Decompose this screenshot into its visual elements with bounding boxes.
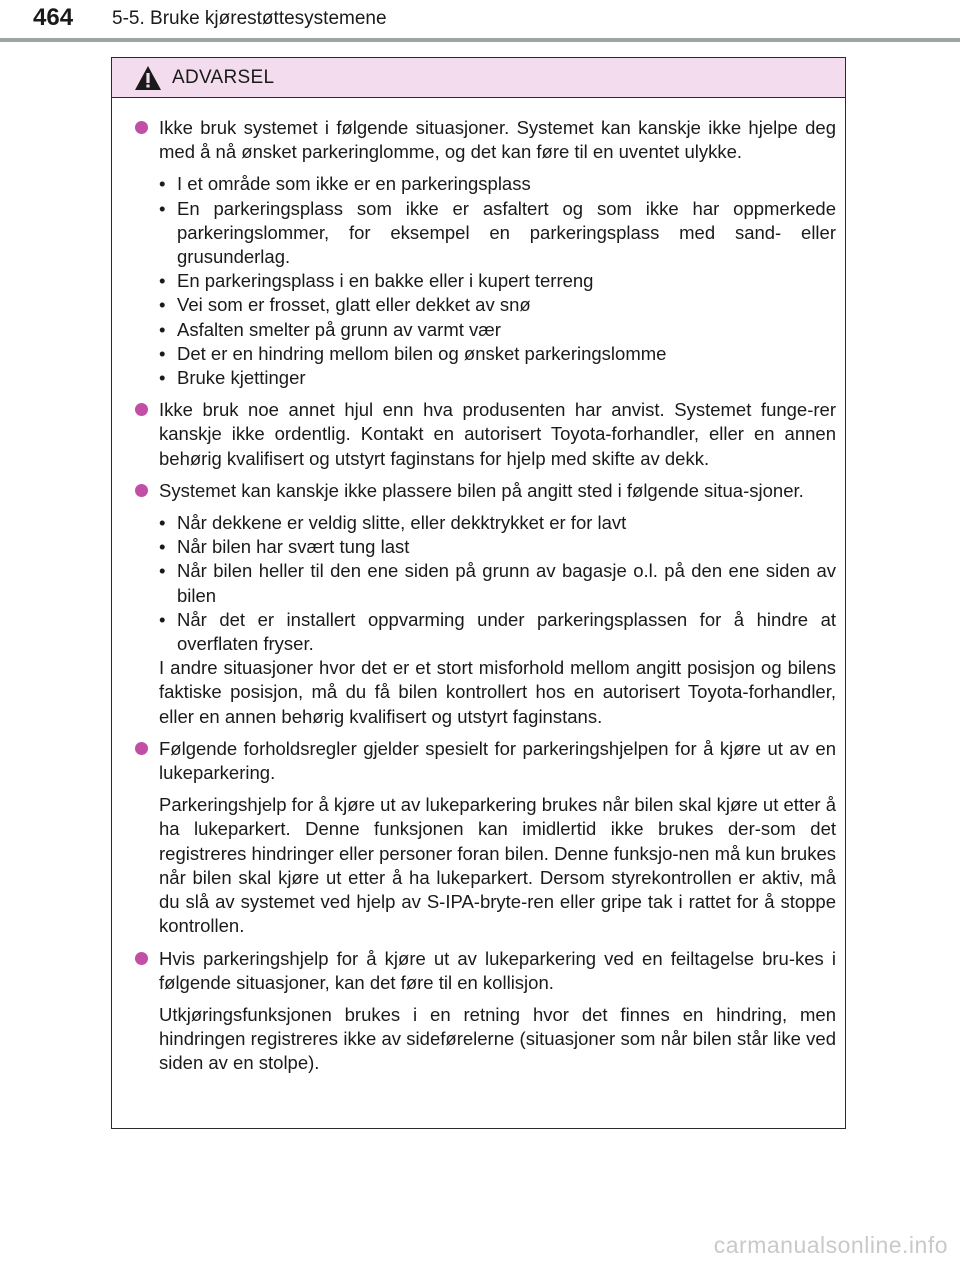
warning-box	[111, 57, 846, 1129]
warning-content	[112, 98, 845, 1076]
warning-text: Ikke bruk systemet i følgende situasjoner. Systemet kan kanskje ikke hjelpe deg med å nå ønsket parkeringlomme, og det kan føre til en uventet ulykke.	[159, 117, 836, 163]
list-item: • Vei som er frosset, glatt eller dekket av snø	[159, 294, 531, 316]
list-item: • Det er en hindring mellom bilen og ønsket parkeringslomme	[159, 342, 667, 364]
list-item: • Når bilen har svært tung last	[159, 536, 410, 558]
list-item: • Når det er installert oppvarming under parkeringsplassen for å hindre at overflaten fryser.	[159, 608, 836, 655]
sub-list	[159, 511, 836, 656]
warning-note: I andre situasjoner hvor det er et stort misforhold mellom angitt posisjon og bilens faktiske posisjon, må du få bilen kontrollert hos en autorisert Toyota-forhandler, eller en annen behørig kvalifisert og utstyrt faginstans.	[159, 657, 836, 727]
warning-title: ADVARSEL	[172, 66, 275, 88]
warning-item	[133, 398, 836, 471]
list-item: • En parkeringsplass i en bakke eller i kupert terreng	[159, 270, 594, 292]
header-rule	[0, 38, 960, 42]
list-item: • Når bilen heller til den ene siden på grunn av bagasje o.l. på den ene siden av bilen	[159, 560, 836, 606]
warning-triangle-icon	[134, 65, 162, 91]
list-item: • Når dekkene er veldig slitte, eller dekktrykket er for lavt	[159, 512, 627, 534]
bullet-icon	[135, 403, 148, 416]
bullet-icon	[135, 952, 148, 965]
warning-item	[133, 737, 836, 939]
warning-item	[133, 947, 836, 1076]
warning-header	[112, 58, 845, 98]
page-number: 464	[33, 4, 74, 31]
section-title: 5-5. Bruke kjørestøttesystemene	[112, 8, 387, 29]
bullet-icon	[135, 484, 148, 497]
warning-text: Systemet kan kanskje ikke plassere bilen på angitt sted i følgende situa-sjoner.	[159, 479, 804, 501]
warning-item	[133, 479, 836, 729]
warning-text: Følgende forholdsregler gjelder spesielt for parkeringshjelpen for å kjøre ut av en lukeparkering.	[159, 737, 836, 784]
bullet-icon	[135, 742, 148, 755]
warning-text: Hvis parkeringshjelp for å kjøre ut av lukeparkering ved en feiltagelse bru-kes i følgende situasjoner, kan det føre til en kollisjon.	[159, 947, 836, 993]
warning-item	[133, 116, 836, 390]
warning-text: Ikke bruk noe annet hjul enn hva produsenten har anvist. Systemet funge-rer kanskje ikke ordentlig. Kontakt en autorisert Toyota-forhandler, eller en annen behørig kvalifisert og utstyrt faginstans for hjelp med skifte av dekk.	[159, 399, 836, 469]
list-item: • Bruke kjettinger	[159, 367, 306, 389]
warning-note: Utkjøringsfunksjonen brukes i en retning hvor det finnes en hindring, men hindringen registreres ikke av sideførelerne (situasjoner som når bilen står like ved siden av en stolpe).	[159, 1003, 836, 1074]
watermark: carmanualsonline.info	[713, 1232, 948, 1258]
list-item: • I et område som ikke er en parkeringsplass	[159, 173, 531, 195]
list-item: • En parkeringsplass som ikke er asfaltert og som ikke har oppmerkede parkeringslommer, for eksempel en parkeringsplass med sand- eller grusunderlag.	[159, 197, 836, 268]
list-item: • Asfalten smelter på grunn av varmt vær	[159, 318, 501, 340]
sub-list	[159, 172, 836, 390]
warning-note: Parkeringshjelp for å kjøre ut av lukeparkering brukes når bilen skal kjøre ut etter å ha lukeparkert. Denne funksjonen kan imidlertid ikke brukes der-som det registreres hindringer eller personer foran bilen. Denne funksjo-nen må kun brukes når bilen skal kjøre ut etter å ha lukeparkert. Dersom styrekontrollen er aktiv, må du slå av systemet ved hjelp av S-IPA-bryte-ren eller gripe tak i rattet for å stoppe kontrollen.	[159, 794, 836, 937]
bullet-icon	[135, 121, 148, 134]
